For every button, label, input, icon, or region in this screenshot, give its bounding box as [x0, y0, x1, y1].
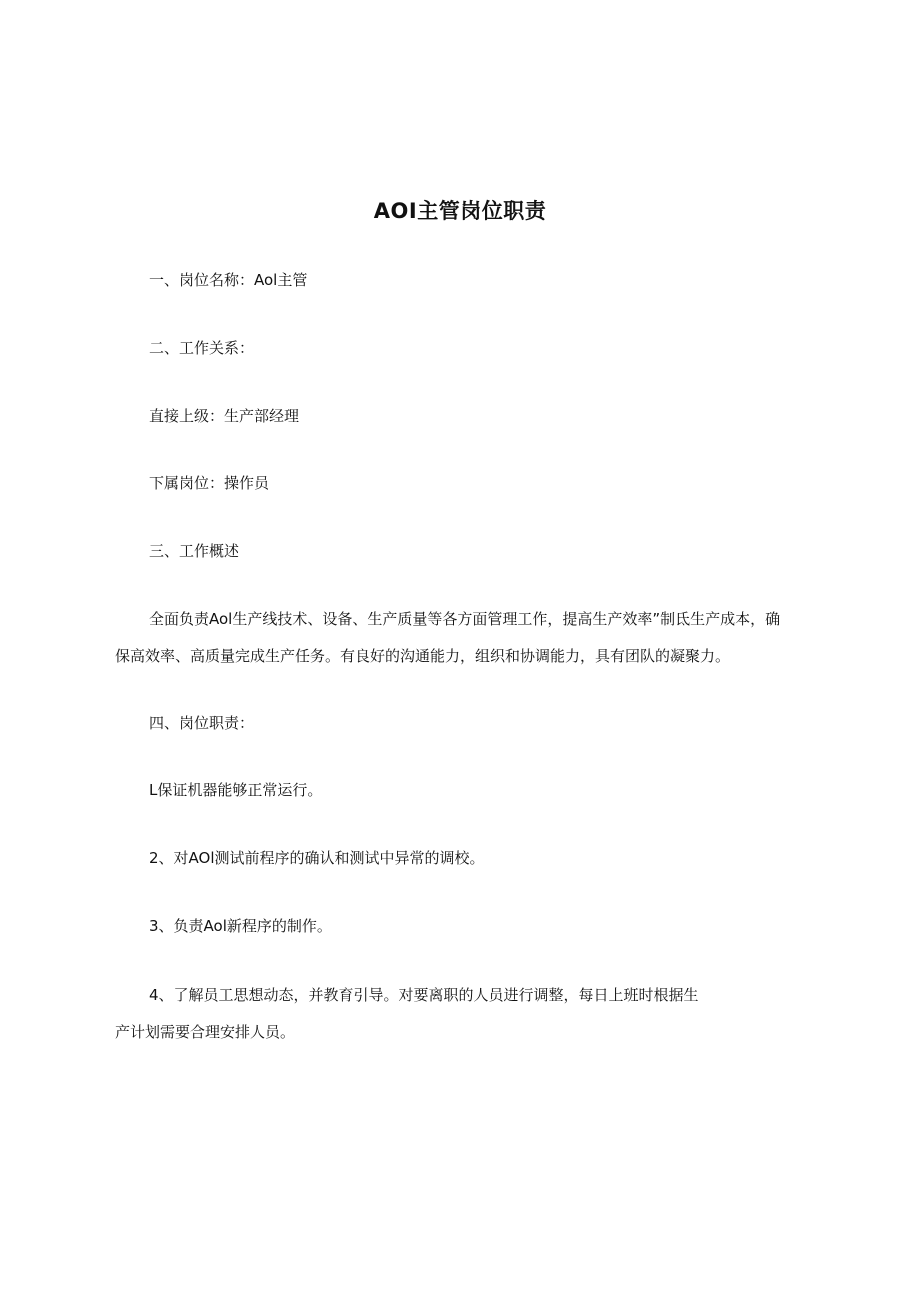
- work-overview-heading: 三、工作概述: [149, 542, 240, 560]
- responsibility-item-4-line-1: 4、了解员工思想动态，并教育引导。对要离职的人员进行调整，每日上班时根据生: [149, 986, 699, 1004]
- responsibility-item-2: 2、对AOl测试前程序的确认和测试中异常的调校。: [149, 849, 485, 867]
- position-name-line: 一、岗位名称：Aol主管: [149, 271, 308, 289]
- direct-superior-line: 直接上级：生产部经理: [149, 407, 300, 425]
- overview-paragraph-line-2: 保高效率、高质量完成生产任务。有良好的沟通能力，组织和协调能力，具有团队的凝聚力。: [115, 647, 731, 665]
- subordinate-line: 下属岗位：操作员: [149, 474, 270, 492]
- document-title: AOI主管岗位职责: [373, 199, 547, 223]
- responsibilities-heading: 四、岗位职责：: [149, 714, 255, 732]
- responsibility-item-1: L保证机器能够正常运行。: [149, 781, 323, 799]
- responsibility-item-4-line-2: 产计划需要合理安排人员。: [115, 1023, 296, 1041]
- responsibility-item-3: 3、负责Aol新程序的制作。: [149, 917, 332, 935]
- work-relations-heading: 二、工作关系：: [149, 339, 255, 357]
- overview-paragraph-line-1: 全面负责Aol生产线技术、设备、生产质量等各方面管理工作，提高生产效率”制氐生产成本，确: [149, 610, 781, 628]
